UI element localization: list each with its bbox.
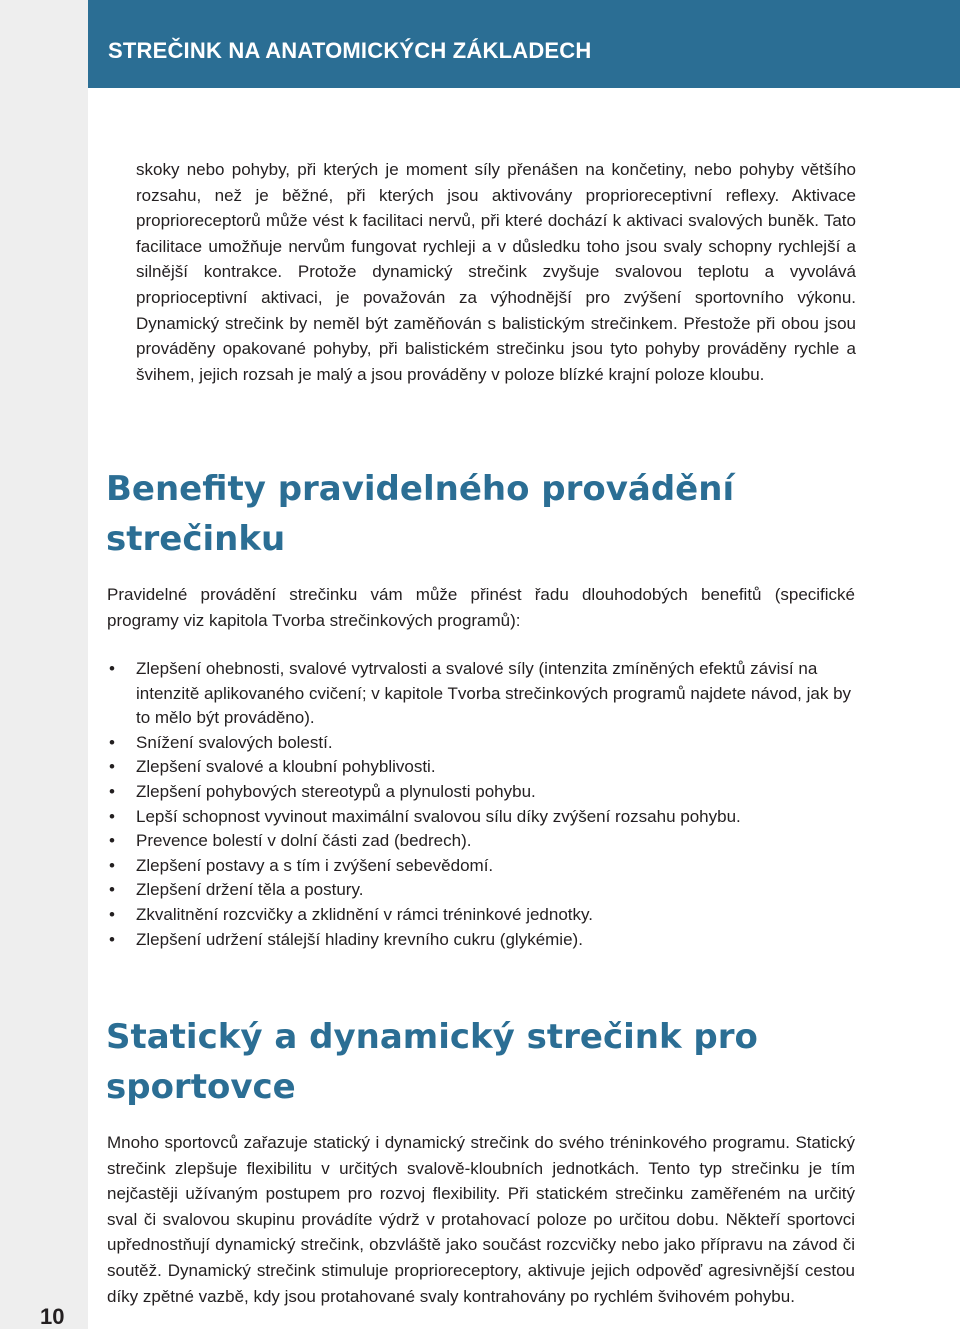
benefits-list <box>107 657 867 952</box>
intro-paragraph: skoky nebo pohyby, při kterých je moment síly přenášen na končetiny, nebo pohyby většího rozsahu, než je běžné, při kterých jsou aktivovány proprioreceptivní reflexy. Aktivace proprioreceptorů může vést k facilitaci nervů, při které dochází k aktivaci svalových buněk. Tato facilitace umožňuje nervům fungovat rychleji a v důsledku toho jsou svaly schopny rychlejší a silnější kontrakce. Protože dynamický strečink zvyšuje svalovou teplotu a vyvolává proprioceptivní aktivaci, je považován za výhodnější pro zvýšení sportovního výkonu. Dynamický strečink by neměl být zaměňován s balistickým strečinkem. Přestože při obou jsou prováděny opakované pohyby, při balistickém strečinku jsou tyto pohyby prováděny rychle a švihem, jejich rozsah je malý a jsou prováděny v poloze blízké krajní poloze kloubu. <box>136 160 856 384</box>
list-item <box>107 755 867 780</box>
bullet-icon: • <box>109 904 115 924</box>
side-stripe <box>0 0 88 1329</box>
list-item-text: Zkvalitnění rozcvičky a zklidnění v rámci tréninkové jednotky. <box>136 904 593 924</box>
list-item-text: Zlepšení postavy a s tím i zvýšení sebevědomí. <box>136 855 494 875</box>
list-item <box>107 829 867 854</box>
static-dynamic-paragraph: Mnoho sportovců zařazuje statický i dynamický strečink do svého tréninkového programu. Statický strečink zlepšuje flexibilitu v určitých svalově-kloubních jednotkách. Tento typ strečinku je tím nejčastěji užívaným postupem pro rozvoj flexibility. Při statickém strečinku zaměřeném na určitý sval či svalovou skupinu provádíte výdrž v protahovací poloze po určitou dobu. Někteří sportovci upřednostňují dynamický strečink, obzvláště jako součást rozcvičky nebo jako přípravu na závod či soutěž. Dynamický strečink stimuluje proprioreceptory, aktivuje jejich odpověď agresivnější cestou díky zpětné vazbě, kdy jsou protahované svaly kontrahovány po rychlém švihovém pohybu. <box>107 1133 855 1306</box>
bullet-icon: • <box>109 831 115 851</box>
list-item-text: Zlepšení držení těla a postury. <box>136 880 364 900</box>
list-item <box>107 854 867 879</box>
list-item-text: Zlepšení pohybových stereotypů a plynulosti pohybu. <box>136 781 536 801</box>
list-item-text: Lepší schopnost vyvinout maximální svalovou sílu díky zvýšení rozsahu pohybu. <box>136 806 741 826</box>
list-item <box>107 780 867 805</box>
list-item-text: Prevence bolestí v dolní části zad (bedrech). <box>136 831 472 851</box>
list-item-text: Zlepšení udržení stálejší hladiny krevního cukru (glykémie). <box>136 929 583 949</box>
list-item <box>107 731 867 756</box>
list-item-text: Snížení svalových bolestí. <box>136 732 333 752</box>
bullet-icon: • <box>109 929 115 949</box>
bullet-icon: • <box>109 659 115 678</box>
benefits-lead-paragraph: Pravidelné provádění strečinku vám může přinést řadu dlouhodobých benefitů (specifické programy viz kapitola Tvorba strečinkových programů): <box>107 585 855 630</box>
list-item-text: Zlepšení svalové a kloubní pohyblivosti. <box>136 757 436 777</box>
list-item <box>107 805 867 830</box>
list-item <box>107 878 867 903</box>
bullet-icon: • <box>109 855 115 875</box>
bullet-icon: • <box>109 880 115 900</box>
bullet-icon: • <box>109 781 115 801</box>
bullet-icon: • <box>109 732 115 752</box>
section-heading-benefits: Benefity pravidelného provádění strečinku <box>106 469 735 559</box>
list-item <box>107 903 867 928</box>
list-item-text: Zlepšení ohebnosti, svalové vytrvalosti a svalové síly (intenzita zmíněných efektů závisí na intenzitě aplikovaného cvičení; v kapitole Tvorba strečinkových programů najdete návod, jak by to mělo být prováděno). <box>136 659 852 728</box>
list-item <box>107 657 867 731</box>
bullet-icon: • <box>109 757 115 777</box>
chapter-title: STREČINK NA ANATOMICKÝCH ZÁKLADECH <box>108 38 592 63</box>
bullet-icon: • <box>109 806 115 826</box>
page-number: 10 <box>40 1304 65 1329</box>
section-heading-static-dynamic: Statický a dynamický strečink pro sportovce <box>106 1017 758 1107</box>
list-item <box>107 928 867 953</box>
